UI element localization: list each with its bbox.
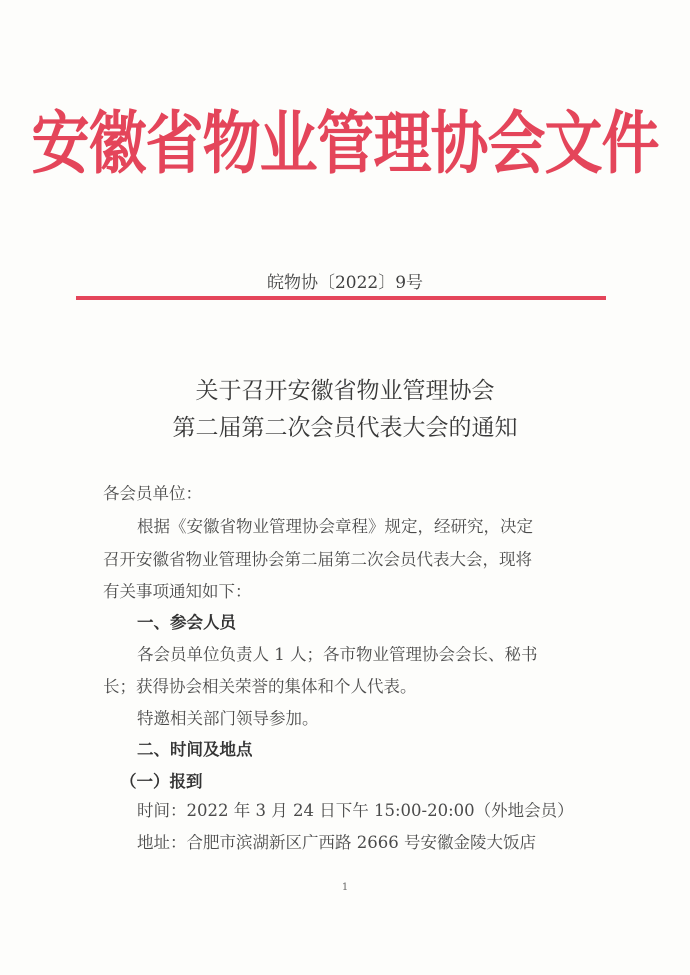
subsection-1-heading: （一）报到 — [120, 772, 203, 791]
page-number: 1 — [341, 882, 349, 893]
section-1-line-3: 特邀相关部门领导参加。 — [137, 709, 319, 728]
red-divider-line — [76, 296, 606, 300]
section-1-heading: 一、参会人员 — [137, 613, 236, 632]
salutation: 各会员单位： — [103, 484, 202, 503]
time-line: 时间：2022 年 3 月 24 日下午 15:00-20:00（外地会员） — [137, 801, 574, 820]
notice-title-line-2: 第二届第二次会员代表大会的通知 — [172, 415, 518, 441]
section-1-line-1: 各会员单位负责人 1 人；各市物业管理协会会长、秘书 — [137, 645, 538, 664]
section-2-heading: 二、时间及地点 — [137, 740, 253, 759]
document-number: 皖物协〔2022〕9号 — [266, 273, 424, 293]
paragraph-1-line-2: 召开安徽省物业管理协会第二届第二次会员代表大会，现将 — [103, 550, 532, 569]
paragraph-1-line-3: 有关事项通知如下： — [103, 582, 252, 601]
section-1-line-2: 长；获得协会相关荣誉的集体和个人代表。 — [103, 677, 417, 696]
document-header-title: 安徽省物业管理协会文件 — [31, 103, 659, 184]
paragraph-1-line-1: 根据《安徽省物业管理协会章程》规定，经研究，决定 — [137, 517, 533, 536]
address-line: 地址：合肥市滨湖新区广西路 2666 号安徽金陵大饭店 — [137, 833, 536, 852]
notice-title-line-1: 关于召开安徽省物业管理协会 — [195, 378, 495, 404]
